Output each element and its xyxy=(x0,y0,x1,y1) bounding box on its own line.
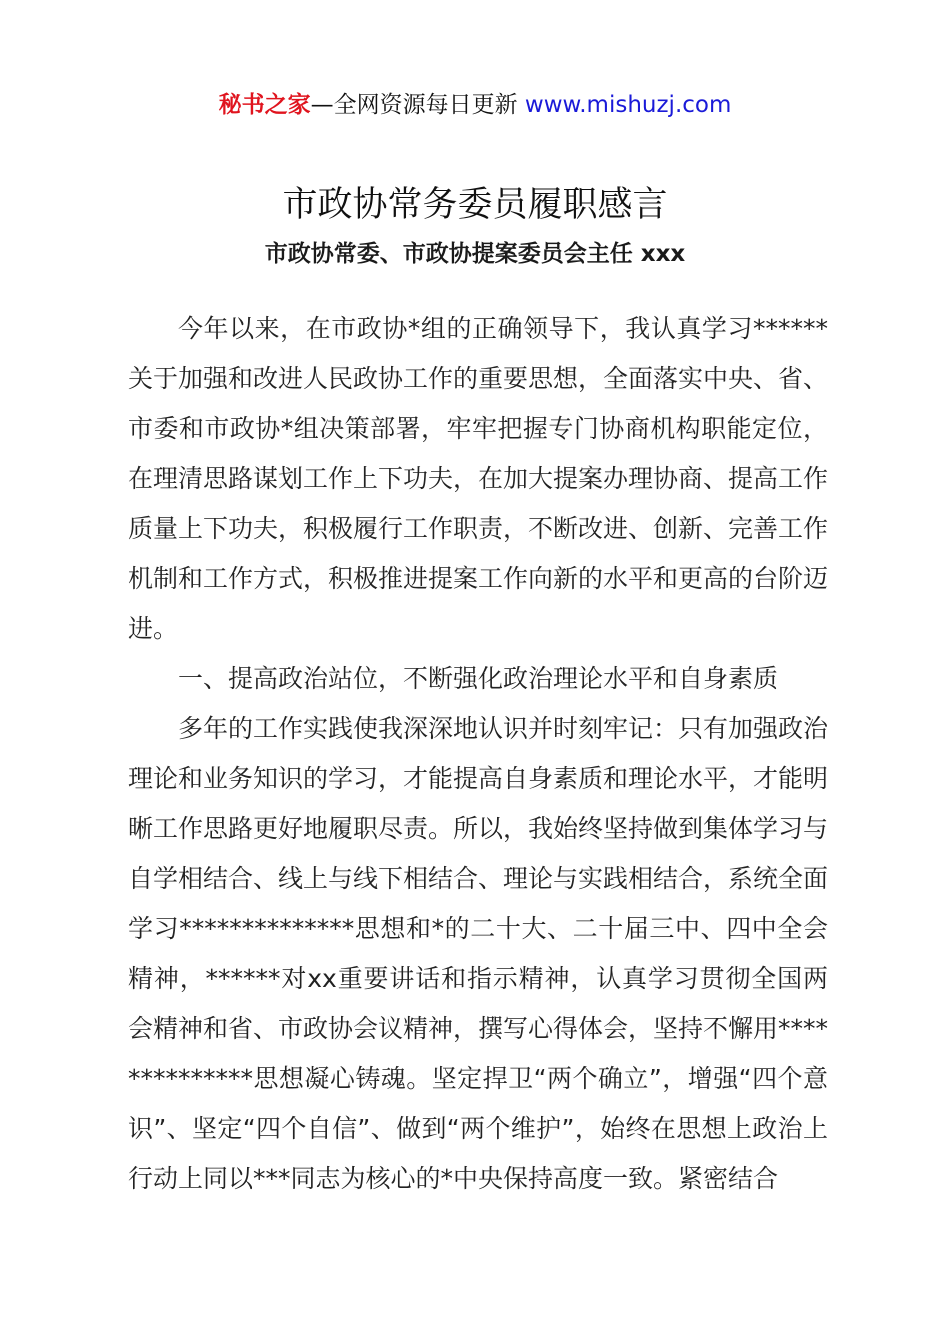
brand-name: 秘书之家 xyxy=(218,92,311,118)
section-heading: 一、提高政治站位，不断强化政治理论水平和自身素质 xyxy=(178,664,779,693)
header-tagline: —全网资源每日更新 xyxy=(310,92,525,118)
document-subtitle: 市政协常委、市政协提案委员会主任 xxx xyxy=(264,241,686,267)
site-url-link[interactable]: www.mishuzj.com xyxy=(524,92,732,118)
document-title: 市政协常务委员履职感言 xyxy=(282,185,668,225)
paragraph-intro: 今年以来，在市政协*组的正确领导下，我认真学习******关于加强和改进人民政协工作的重要思想，全面落实中央、省、市委和市政协*组决策部署，牢牢把握专门协商机构职能定位，在理清思路谋划工作上下功夫，在加大提案办理协商、提高工作质量上下功夫，积极履行工作职责，不断改进、创新、完善工作机制和工作方式，积极推进提案工作向新的水平和更高的台阶迈进。 xyxy=(128,314,829,643)
site-header xyxy=(0,88,950,122)
document-body xyxy=(128,304,828,1204)
paragraph-body: 多年的工作实践使我深深地认识并时刻牢记：只有加强政治理论和业务知识的学习，才能提高自身素质和理论水平，才能明晰工作思路更好地履职尽责。所以，我始终坚持做到集体学习与自学相结合、线上与线下相结合、理论与实践相结合，系统全面学习**************思想和*的二十大、二十届三中、四中全会精神，******对xx重要讲话和指示精神，认真学习贯彻全国两会精神和省、市政协会议精神，撰写心得体会，坚持不懈用**************思想凝心铸魂。坚定捍卫“两个确立”，增强“四个意识”、坚定“四个自信”、做到“两个维护”，始终在思想上政治上行动上同以***同志为核心的*中央保持高度一致。紧密结合 xyxy=(128,714,829,1193)
